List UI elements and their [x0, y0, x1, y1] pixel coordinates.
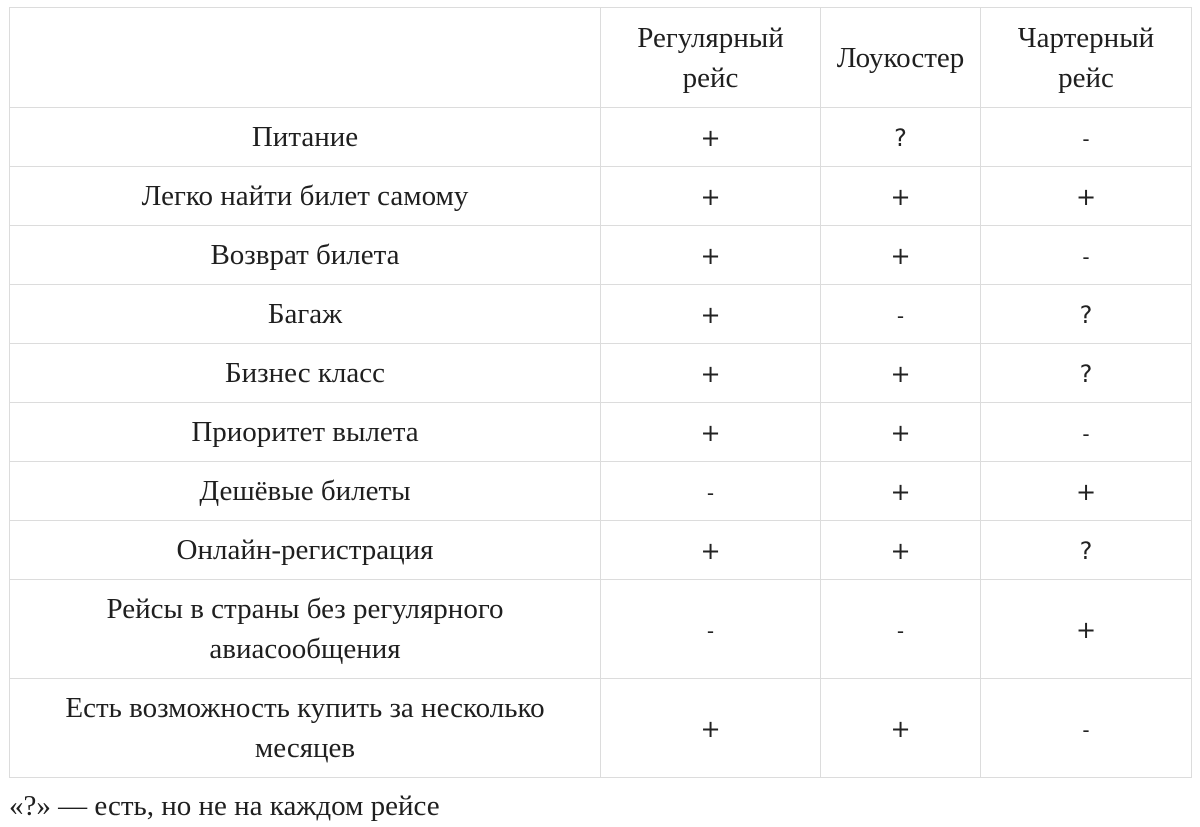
lowcost-mark: +: [890, 715, 911, 743]
regular-mark: +: [700, 124, 721, 152]
charter-mark: -: [1082, 245, 1090, 269]
regular-cell: [601, 679, 821, 778]
lowcost-mark: +: [890, 419, 911, 447]
lowcost-cell: [821, 679, 981, 778]
feature-cell: Приоритет вылета: [10, 403, 601, 462]
table-row: [10, 462, 1192, 521]
feature-cell: [10, 679, 601, 778]
table-row: [10, 167, 1192, 226]
feature-cell: [10, 580, 601, 679]
header-charter-line1: Чартерный: [1017, 21, 1155, 54]
table-row: [10, 344, 1192, 403]
footnote: «?» — есть, но не на каждом рейсе: [9, 790, 440, 822]
charter-cell: [981, 344, 1192, 403]
regular-cell: [601, 344, 821, 403]
table-row: [10, 580, 1192, 679]
lowcost-cell: [821, 167, 981, 226]
charter-mark: +: [1075, 183, 1097, 211]
table-row: [10, 403, 1192, 462]
header-regular-line1: Регулярный: [637, 21, 784, 54]
regular-mark: -: [706, 619, 715, 643]
regular-cell: [601, 403, 821, 462]
lowcost-mark: -: [896, 304, 905, 328]
feature-cell: Возврат билета: [10, 226, 601, 285]
lowcost-mark: +: [890, 183, 911, 211]
regular-cell: [601, 580, 821, 679]
feature-cell: Бизнес класс: [10, 344, 601, 403]
lowcost-cell: [821, 344, 981, 403]
feature-cell: Багаж: [10, 285, 601, 344]
lowcost-cell: [821, 462, 981, 521]
table-row: [10, 285, 1192, 344]
charter-cell: [981, 580, 1192, 679]
header-charter-line2: рейс: [1058, 61, 1114, 94]
charter-cell: [981, 679, 1192, 778]
regular-mark: +: [700, 419, 721, 447]
charter-mark: +: [1075, 616, 1097, 644]
charter-cell: [981, 167, 1192, 226]
lowcost-mark: +: [890, 242, 911, 270]
feature-line2: месяцев: [254, 732, 356, 764]
charter-mark: ?: [1079, 360, 1093, 388]
feature-line1: Рейсы в страны без регулярного: [106, 593, 504, 625]
regular-cell: [601, 108, 821, 167]
charter-mark: -: [1082, 127, 1090, 151]
charter-cell: [981, 108, 1192, 167]
regular-cell: [601, 521, 821, 580]
header-lowcost: Лоукостер: [821, 8, 981, 108]
charter-cell: [981, 403, 1192, 462]
lowcost-cell: [821, 226, 981, 285]
regular-cell: [601, 285, 821, 344]
table-row: [10, 521, 1192, 580]
lowcost-cell: [821, 285, 981, 344]
lowcost-cell: [821, 521, 981, 580]
regular-mark: -: [706, 481, 715, 505]
header-charter-flight: [981, 8, 1192, 108]
header-regular-line2: рейс: [682, 61, 739, 94]
regular-mark: +: [700, 242, 721, 270]
feature-cell: Дешёвые билеты: [10, 462, 601, 521]
header-regular-flight: [601, 8, 821, 108]
lowcost-cell: [821, 403, 981, 462]
table-header-row: [10, 8, 1192, 108]
lowcost-mark: -: [896, 619, 905, 643]
charter-cell: [981, 285, 1192, 344]
regular-cell: [601, 462, 821, 521]
regular-mark: +: [700, 537, 721, 565]
charter-mark: ?: [1079, 301, 1093, 329]
feature-line1: Есть возможность купить за несколько: [65, 692, 545, 724]
table-row: [10, 226, 1192, 285]
charter-mark: -: [1082, 422, 1090, 446]
feature-cell: Легко найти билет самому: [10, 167, 601, 226]
lowcost-mark: +: [890, 360, 911, 388]
charter-cell: [981, 521, 1192, 580]
lowcost-mark: ?: [894, 124, 907, 152]
regular-cell: [601, 167, 821, 226]
lowcost-cell: [821, 580, 981, 679]
feature-cell: Питание: [10, 108, 601, 167]
regular-mark: +: [700, 360, 721, 388]
lowcost-cell: [821, 108, 981, 167]
regular-mark: +: [700, 715, 721, 743]
feature-line2: авиасообщения: [209, 633, 401, 665]
flight-comparison-table: [9, 7, 1192, 778]
regular-mark: +: [700, 301, 721, 329]
header-feature: [10, 8, 601, 108]
charter-mark: -: [1082, 718, 1090, 742]
table-row: [10, 108, 1192, 167]
charter-mark: ?: [1079, 537, 1093, 565]
table-row: [10, 679, 1192, 778]
regular-mark: +: [700, 183, 721, 211]
feature-cell: Онлайн-регистрация: [10, 521, 601, 580]
charter-cell: [981, 462, 1192, 521]
charter-cell: [981, 226, 1192, 285]
regular-cell: [601, 226, 821, 285]
lowcost-mark: +: [890, 478, 911, 506]
charter-mark: +: [1075, 478, 1097, 506]
lowcost-mark: +: [890, 537, 911, 565]
